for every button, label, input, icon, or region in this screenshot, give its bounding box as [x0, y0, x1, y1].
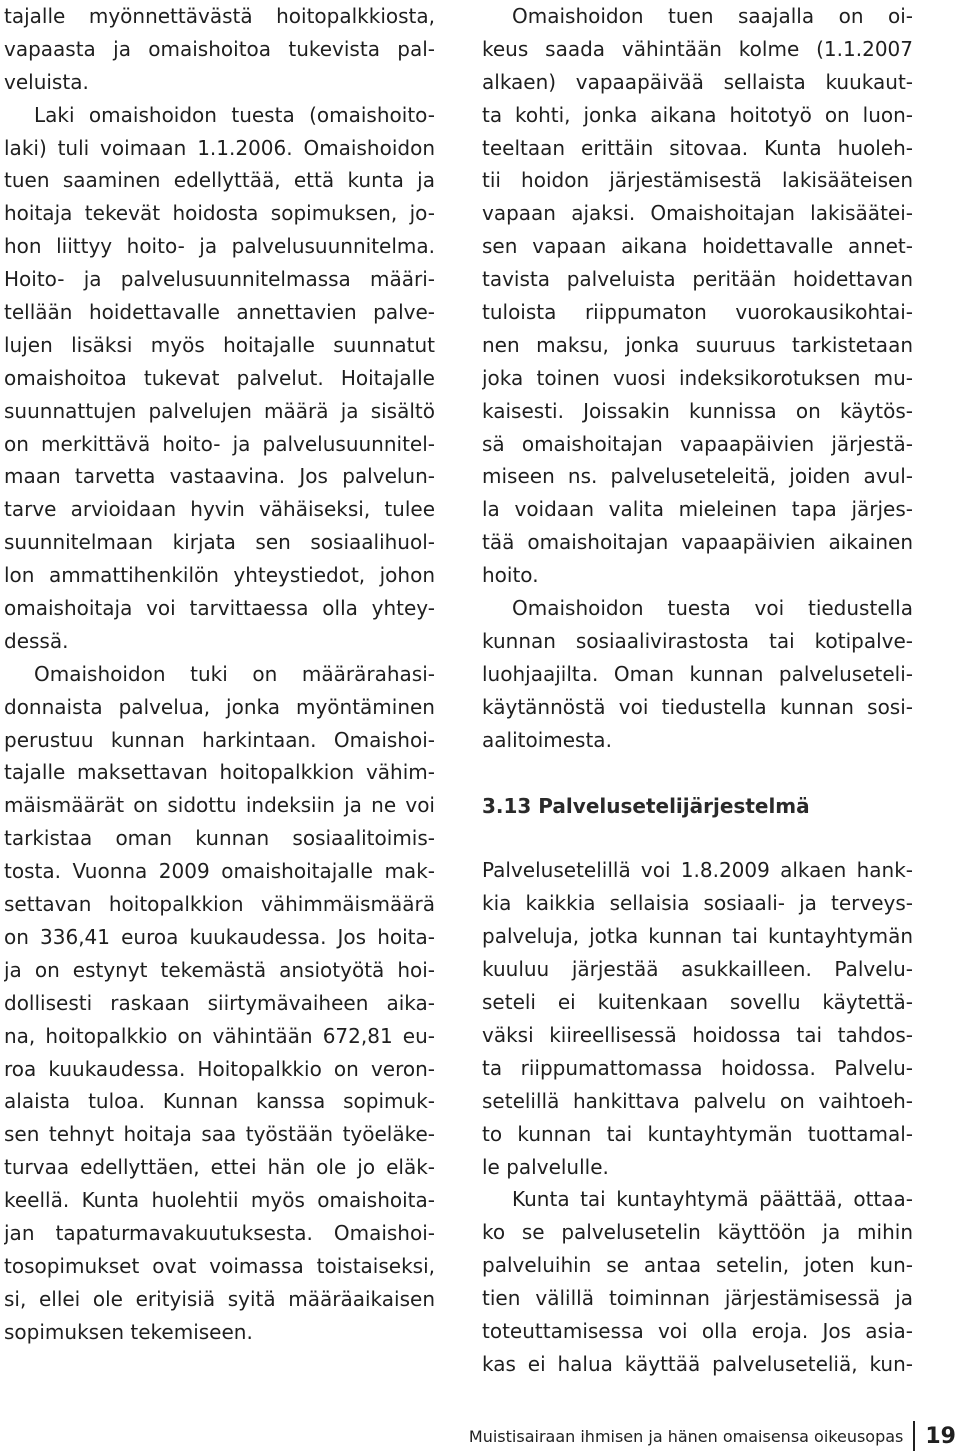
text-line: veluista. — [4, 69, 89, 94]
text-line: to kunnan tai kuntayhtymän tuottamal- — [482, 1121, 913, 1146]
text-line: suunnattujen palvelujen määrä ja sisältö — [4, 398, 435, 423]
text-line: kaisesti. Joissakin kunnissa on käytös- — [482, 398, 913, 423]
text-line: tien välillä toiminnan järjestämisessä ja — [482, 1286, 913, 1311]
text-line: Omaishoidon tuki on määrärahasi- — [34, 661, 435, 686]
text-line: tii hoidon järjestämisestä lakisääteisen — [482, 168, 913, 193]
text-line: dollisesti raskaan siirtymävaiheen aika- — [4, 990, 435, 1015]
text-line: suunnitelmaan kirjata sen sosiaalihuol- — [4, 530, 435, 555]
text-line: turvaa edellyttäen, ettei hän ole jo eläk- — [4, 1155, 435, 1180]
text-line: seteli ei kuitenkaan sovellu käytettä- — [482, 990, 913, 1015]
text-line: vapaasta ja omaishoitoa tukevista pal- — [4, 36, 435, 61]
text-line: kas ei halua käyttää palveluseteliä, kun- — [482, 1351, 913, 1376]
text-line: sen tehnyt hoitaja saa työstään työeläke- — [4, 1122, 435, 1147]
text-line: luohjaajilta. Oman kunnan palveluseteli- — [482, 661, 913, 686]
text-line: miseen ns. palveluseteleitä, joiden avul- — [482, 464, 913, 489]
text-line: on merkittävä hoito- ja palvelusuunnitel- — [4, 431, 435, 456]
text-line: lujen lisäksi myös hoitajalle suunnatut — [4, 332, 435, 357]
text-line: tuloista riippumaton vuorokausikohtai- — [482, 300, 913, 325]
text-line: nen maksu, jonka suuruus tarkistetaan — [482, 332, 913, 357]
text-line: le palvelulle. — [482, 1154, 609, 1179]
text-line: tarve arvioidaan hyvin vähäiseksi, tulee — [4, 497, 435, 522]
text-line: omaishoitoa tukevat palvelut. Hoitajalle — [4, 365, 435, 390]
section-heading: 3.13 Palvelusetelijärjestelmä — [482, 794, 810, 819]
text-line: palveluja, jotka kunnan tai kuntayhtymän — [482, 924, 913, 949]
text-line: mäismäärät on sidottu indeksiin ja ne voi — [4, 793, 435, 818]
text-line: tuen saaminen edellyttää, että kunta ja — [4, 168, 435, 193]
page-number: 19 — [925, 1423, 956, 1449]
footer-divider — [913, 1421, 915, 1451]
left-text-column — [4, 0, 435, 1349]
text-line: kuuluu järjestää asukkailleen. Palvelu- — [482, 957, 913, 982]
text-line: käytännöstä voi tiedustella kunnan sosi- — [482, 694, 913, 719]
text-line: hoitaja tekevät hoidosta sopimuksen, jo- — [4, 201, 435, 226]
text-line: maan tarvetta vastaavina. Jos palvelun- — [4, 464, 435, 489]
text-line: donnaista palvelua, jonka myöntäminen — [4, 694, 435, 719]
text-line: joka toinen vuosi indeksikorotuksen mu- — [482, 365, 913, 390]
text-line: Laki omaishoidon tuesta (omaishoito- — [34, 102, 435, 127]
text-line: tajalle myönnettävästä hoitopalkkiosta, — [4, 4, 435, 28]
text-line: tää omaishoitajan vapaapäivien aikainen — [482, 530, 913, 555]
text-line: tarkistaa oman kunnan sosiaalitoimis- — [4, 826, 435, 851]
text-line: teeltaan erittäin sitovaa. Kunta huoleh- — [482, 135, 913, 160]
text-line: toteuttamisessa voi olla eroja. Jos asia- — [482, 1318, 913, 1343]
text-line: Hoito- ja palvelusuunnitelmassa määri- — [4, 267, 435, 292]
text-line: aalitoimesta. — [482, 727, 612, 752]
text-line: alkaen) vapaapäivää sellaista kuukaut- — [482, 69, 913, 94]
text-line: tellään hoidettavalle annettavien palve- — [4, 300, 435, 325]
text-line: ta kohti, jonka aikana hoitotyö on luon- — [482, 102, 913, 127]
text-line: roa kuukaudessa. Hoitopalkkio on veron- — [4, 1056, 435, 1081]
text-line: väksi kiireellisessä hoidossa tai tahdos- — [482, 1022, 913, 1047]
text-line: Omaishoidon tuesta voi tiedustella — [512, 596, 913, 621]
footer-title: Muistisairaan ihmisen ja hänen omaisensa oikeusopas — [468, 1426, 904, 1446]
text-line: dessä. — [4, 628, 69, 653]
text-line: vapaan ajaksi. Omaishoitajan lakisäätei- — [482, 201, 913, 226]
text-line: hon liittyy hoito- ja palvelusuunnitelma. — [4, 234, 435, 259]
text-line: kunnan sosiaalivirastosta tai kotipalve- — [482, 628, 913, 653]
text-line: tajalle maksettavan hoitopalkkion vähim- — [4, 760, 435, 785]
text-line: lon ammattihenkilön yhteystiedot, johon — [4, 563, 435, 588]
text-line: hoito. — [482, 563, 539, 588]
text-line: keus saada vähintään kolme (1.1.2007 — [482, 36, 913, 61]
text-line: ja on estynyt tekemästä ansiotyötä hoi- — [4, 957, 435, 982]
text-line: kia kaikkia sellaisia sosiaali- ja terveys- — [482, 891, 913, 916]
text-line: tosopimukset ovat voimassa toistaiseksi, — [4, 1253, 435, 1278]
text-line: sopimuksen tekemiseen. — [4, 1319, 253, 1344]
text-line: omaishoitaja voi tarvittaessa olla yhtey- — [4, 596, 435, 621]
text-line: ko se palvelusetelin käyttöön ja mihin — [482, 1220, 913, 1245]
text-line: perustuu kunnan harkintaan. Omaishoi- — [4, 727, 435, 752]
text-line: la voidaan valita mieleinen tapa järjes- — [482, 497, 913, 522]
text-line: Omaishoidon tuen saajalla on oi- — [512, 4, 913, 28]
text-line: setelillä hankittava palvelu on vaihtoeh- — [482, 1088, 913, 1113]
text-line: na, hoitopalkkio on vähintään 672,81 eu- — [4, 1023, 435, 1048]
text-line: keellä. Kunta huolehtii myös omaishoita- — [4, 1188, 435, 1213]
text-line: sä omaishoitajan vapaapäivien järjestä- — [482, 431, 913, 456]
text-line: alaista tuloa. Kunnan kanssa sopimuk- — [4, 1089, 435, 1114]
text-line: tavista palveluista peritään hoidettavan — [482, 267, 913, 292]
text-line: Kunta tai kuntayhtymä päättää, ottaa- — [512, 1187, 913, 1212]
text-line: tosta. Vuonna 2009 omaishoitajalle mak- — [4, 859, 435, 884]
text-line: si, ellei ole erityisiä syitä määräaikaisen — [4, 1286, 435, 1311]
text-line: Palvelusetelillä voi 1.8.2009 alkaen hank- — [482, 858, 913, 883]
page-footer — [469, 1418, 956, 1454]
text-line: ta riippumattomassa hoidossa. Palvelu- — [482, 1055, 913, 1080]
text-line: sen vapaan aikana hoidettavalle annet- — [482, 234, 913, 259]
text-line: laki) tuli voimaan 1.1.2006. Omaishoidon — [4, 135, 435, 160]
text-line: palveluihin se antaa setelin, joten kun- — [482, 1253, 913, 1278]
right-text-column — [482, 0, 913, 1381]
text-line: on 336,41 euroa kuukaudessa. Jos hoita- — [4, 924, 435, 949]
text-line: jan tapaturmavakuutuksesta. Omaishoi- — [4, 1220, 435, 1245]
text-line: settavan hoitopalkkion vähimmäismäärä — [4, 892, 435, 917]
